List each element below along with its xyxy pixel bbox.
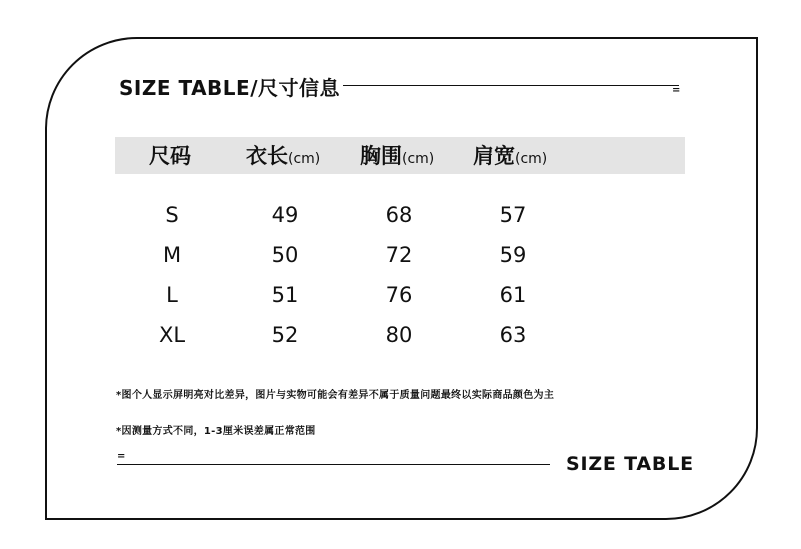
cell-shoulder: 57 (499, 203, 527, 227)
footer-tick-mark: = (117, 451, 126, 462)
cell-chest: 68 (385, 203, 413, 227)
cell-chest: 80 (385, 323, 413, 347)
cell-shoulder: 61 (499, 283, 527, 307)
note-measurement-tolerance: *因测量方式不同，1-3厘米误差属正常范围 (116, 426, 316, 437)
cell-shoulder: 63 (499, 323, 527, 347)
cell-chest: 72 (385, 243, 413, 267)
cell-size: L (166, 283, 178, 307)
cell-length: 51 (271, 283, 299, 307)
cell-size: S (165, 203, 179, 227)
title-underline (343, 85, 679, 86)
cell-length: 49 (271, 203, 299, 227)
cell-size: XL (158, 323, 186, 347)
header-length: 衣长(cm) (246, 143, 321, 168)
header-chest: 胸围(cm) (360, 143, 435, 168)
cell-length: 50 (271, 243, 299, 267)
size-card-frame (45, 37, 758, 520)
cell-length: 52 (271, 323, 299, 347)
header-size: 尺码 (149, 143, 191, 168)
note-color-disclaimer: *图个人显示屏明亮对比差异，图片与实物可能会有差异不属于质量问题最终以实际商品颜色为主 (116, 390, 555, 401)
cell-chest: 76 (385, 283, 413, 307)
header-shoulder: 肩宽(cm) (473, 143, 548, 168)
cell-size: M (162, 243, 182, 267)
title-tick-mark: = (672, 85, 681, 96)
footer-label: SIZE TABLE (566, 453, 694, 475)
footer-line (117, 464, 550, 465)
cell-shoulder: 59 (499, 243, 527, 267)
page-title: SIZE TABLE/尺寸信息 (119, 76, 340, 100)
